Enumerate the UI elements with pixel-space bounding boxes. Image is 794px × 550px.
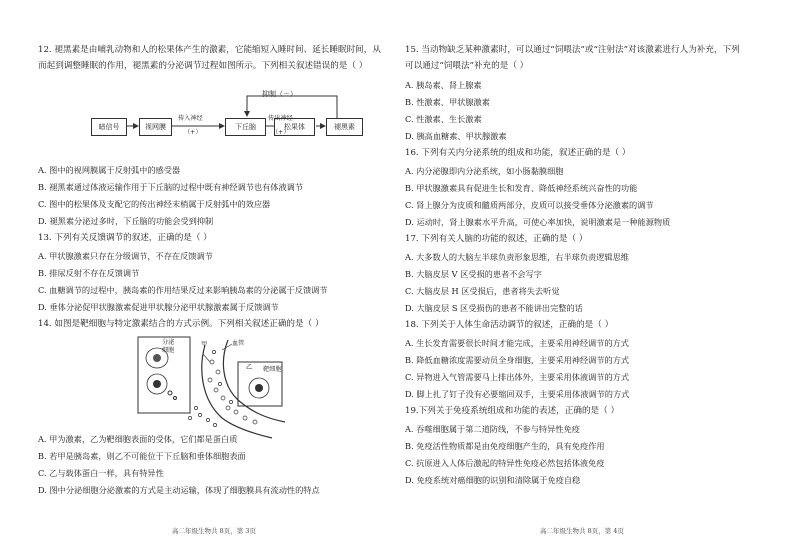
q18-stem: 18. 下列关于人体生命活动调节的叙述，正确的是（ ） bbox=[405, 320, 614, 330]
right-footer: 高二年级生物共 8页，第 4页 bbox=[540, 527, 624, 535]
q15-option-c: C. 性激素、生长激素 bbox=[405, 114, 482, 124]
q16-stem: 16. 下列有关内分泌系统的组成和功能，叙述正确的是（ ） bbox=[405, 148, 631, 158]
q16-option-a: A. 内分泌腺即内分泌系统，如小肠黏膜细胞 bbox=[405, 166, 564, 176]
q18-option-b: B. 降低血糖浓度需要动员全身细胞，主要采用神经调节的方式 bbox=[405, 355, 630, 365]
q17-option-d: D. 大脑皮层 S 区受损伤的患者不能讲出完整的话 bbox=[405, 303, 583, 313]
q14-option-b: B. 若甲是胰岛素，则乙不可能位于下丘脑和垂体细胞表面 bbox=[38, 451, 246, 461]
q19-option-a: A. 吞噬细胞属于第二道防线，不参与特异性免疫 bbox=[405, 424, 580, 434]
q13-stem: 13. 下列有关反馈调节的叙述，正确的是（ ） bbox=[38, 233, 212, 243]
q14-option-d: D. 图中分泌细胞分泌激素的方式是主动运输，体现了细胞膜具有流动性的特点 bbox=[38, 485, 320, 495]
q12-stem-line2: 而起到调整睡眠的作用，褪黑素的分泌调节过程如图所示。下列相关叙述错误的是（ ） bbox=[38, 61, 368, 71]
left-footer: 高二年级生物共 8页，第 3页 bbox=[172, 527, 256, 535]
q15-option-a: A. 胰岛素、肾上腺素 bbox=[405, 80, 482, 90]
q16-option-c: C. 肾上腺分为皮质和髓质两部分，皮质可以接受垂体分泌激素的调节 bbox=[405, 200, 654, 210]
q18-option-a: A. 生长发育需要很长时间才能完成，主要采用神经调节的方式 bbox=[405, 338, 629, 348]
q18-option-c: C. 异物进入气管需要马上排出体外，主要采用体液调节的方式 bbox=[405, 372, 630, 382]
q18-option-d: D. 脚上扎了钉子没有必要缩回双手，主要采用体液调节的方式 bbox=[405, 389, 630, 399]
q14-stem: 14. 如图是靶细胞与特定激素结合的方式示例。下列相关叙述正确的是（ ） bbox=[38, 319, 324, 329]
efferent-sign: （+） bbox=[272, 129, 290, 136]
q15-stem-line1: 15. 当动物缺乏某种激素时，可以通过“饲喂法”或“注射法”对该激素进行人为补充，下列 bbox=[405, 45, 740, 55]
q13-option-a: A. 甲状腺激素只存在分级调节，不存在反馈调节 bbox=[38, 251, 213, 261]
q14-option-c: C. 乙与载体蛋白一样，具有特异性 bbox=[38, 468, 164, 478]
q14-option-a: A. 甲为激素，乙为靶细胞表面的受体，它们都是蛋白质 bbox=[38, 434, 238, 444]
q15-stem-line2: 可以通过“饲喂法”补充的是（ ） bbox=[405, 61, 529, 71]
box-pineal: 松果体 bbox=[274, 118, 315, 136]
q12-stem-line1: 12. 褪黑素是由哺乳动物和人的松果体产生的激素，它能缩短入睡时间、延长睡眠时间，从 bbox=[38, 45, 381, 55]
q12-option-b: B. 褪黑素通过体液运输作用于下丘脑的过程中既有神经调节也有体液调节 bbox=[38, 182, 304, 192]
box-dark-signal: 暗信号 bbox=[91, 118, 127, 136]
afferent-sign: （+） bbox=[184, 129, 202, 136]
q19-option-b: B. 免疫活性物质都是由免疫细胞产生的，具有免疫作用 bbox=[405, 441, 605, 451]
q15-option-b: B. 性激素、甲状腺激素 bbox=[405, 97, 490, 107]
yi-label: 乙 bbox=[246, 364, 253, 371]
q16-option-b: B. 甲状腺激素具有促进生长和发育、降低神经系统兴奋性的功能 bbox=[405, 183, 638, 193]
box-melatonin: 褪黑素 bbox=[326, 118, 363, 136]
q14-diagram-drawing bbox=[0, 0, 400, 440]
q17-option-b: B. 大脑皮层 V 区受损的患者不会写字 bbox=[405, 269, 542, 279]
jia-label: 甲 bbox=[201, 341, 208, 348]
q12-option-c: C. 图中的松果体及支配它的传出神经末梢属于反射弧中的效应器 bbox=[38, 199, 271, 209]
box-hypothalamus: 下丘脑 bbox=[225, 118, 266, 136]
q19-option-d: D. 免疫系统对癌细胞的识别和清除属于免疫自稳 bbox=[405, 475, 581, 485]
inhibit-label: 抑制（－） bbox=[262, 90, 297, 98]
afferent-label: 传入神经 bbox=[178, 115, 203, 122]
q19-stem: 19.下列关于免疫系统组成和功能的表述，正确的是（ ） bbox=[405, 406, 620, 416]
target-cell-label: 靶细胞 bbox=[263, 366, 282, 373]
q12-option-d: D. 褪黑素分泌过多时，下丘脑的功能会受到抑制 bbox=[38, 216, 214, 226]
box-retina: 视网膜 bbox=[139, 118, 172, 136]
q17-option-a: A. 大多数人的大脑左半球负责形象思维，右半球负责逻辑思维 bbox=[405, 252, 629, 262]
vessel-label: 血管 bbox=[232, 340, 245, 347]
q13-option-c: C. 血糖调节的过程中，胰岛素的作用结果反过来影响胰岛素的分泌属于反馈调节 bbox=[38, 285, 328, 295]
q13-option-b: B. 排尿反射不存在反馈调节 bbox=[38, 268, 140, 278]
q16-option-d: D. 运动时，肾上腺素水平升高，可使心率加快，说明激素是一种能源物质 bbox=[405, 217, 671, 227]
q17-option-c: C. 大脑皮层 H 区受损后，患者将失去听觉 bbox=[405, 286, 560, 296]
q19-option-c: C. 抗原进入人体后激起的特异性免疫必然包括体液免疫 bbox=[405, 458, 605, 468]
secreting-cell-label: 分泌细胞 bbox=[162, 339, 175, 354]
q12-option-a: A. 图中的视网膜属于反射弧中的感受器 bbox=[38, 165, 181, 175]
q15-option-d: D. 胰高血糖素、甲状腺激素 bbox=[405, 131, 507, 141]
q17-stem: 17. 下列有关人脑的功能的叙述，正确的是（ ） bbox=[405, 234, 588, 244]
efferent-label: 传出神经 bbox=[268, 115, 293, 122]
q13-option-d: D. 垂体分泌促甲状腺激素促进甲状腺分泌甲状腺激素属于反馈调节 bbox=[38, 302, 279, 312]
